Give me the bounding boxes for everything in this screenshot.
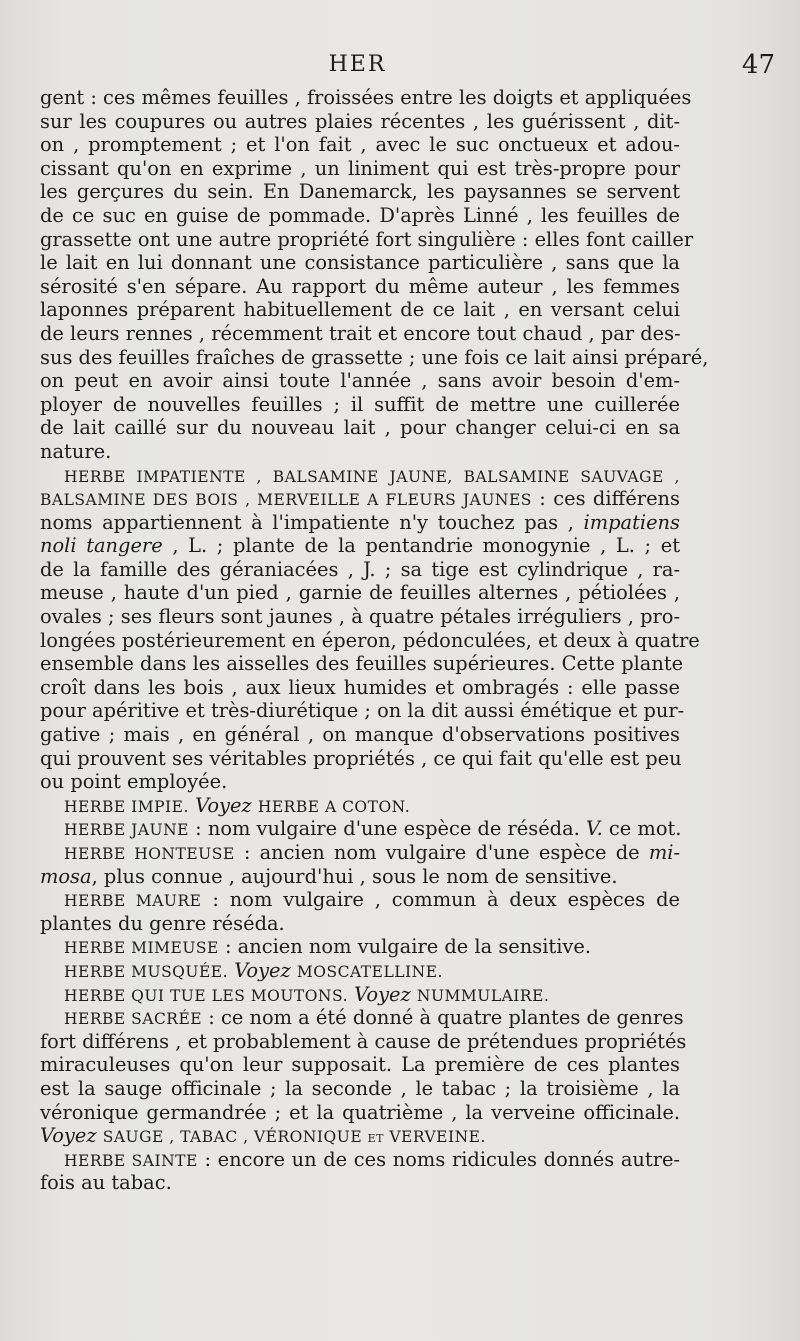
page-number: 47 — [741, 50, 775, 80]
entry-term: HERBE MUSQUÉE. — [64, 962, 229, 981]
latin-name: mosa — [40, 864, 92, 888]
text-line: ensemble dans les aisselles des feuilles supérieures. Cette plante — [40, 652, 684, 676]
entry-musquee — [40, 959, 680, 983]
entry-impie — [40, 794, 680, 818]
text-line: de leurs rennes , récemment trait et encore tout chaud , par des- — [40, 321, 681, 345]
text-line: de ce suc en guise de pommade. D'après Linné , les feuilles de — [40, 203, 680, 227]
entry-text: : nom vulgaire , commun à deux espèces de — [201, 888, 680, 912]
text-line: pour apéritive et très-diurétique ; on la dit aussi émétique et pur- — [40, 699, 685, 723]
text-line: gative ; mais , en général , on manque d'observations positives — [40, 723, 680, 747]
text-line: cissant qu'on en exprime , un liniment qui est très-propre pour — [40, 156, 680, 180]
text-line: grassette ont une autre propriété fort singulière : elles font cailler — [40, 227, 694, 251]
text-line: de la famille des géraniacées , J. ; sa tige est cylindrique , ra- — [40, 557, 680, 581]
text-line: miraculeuses qu'on leur supposait. La première de ces plantes — [40, 1053, 680, 1077]
text-line: meuse , haute d'un pied , garnie de feuilles alternes , pétiolées , — [40, 581, 680, 605]
text-line: ou point employée. — [40, 770, 228, 794]
text-line: on peut en avoir ainsi toute l'année , sans avoir besoin d'em- — [40, 369, 680, 393]
body-text — [40, 86, 709, 1195]
entry-text: : nom vulgaire d'une espèce de réséda. — [188, 817, 586, 841]
entry-text: : ancien nom vulgaire d'une espèce de — [234, 841, 649, 864]
see-reference: Voyez — [195, 793, 252, 817]
entry-honteuse — [40, 865, 680, 889]
text-line: sérosité s'en sépare. Au rapport du même auteur , les femmes — [40, 274, 680, 298]
entry-term: HERBE HONTEUSE — [64, 845, 235, 863]
entry-term: HERBE JAUNE — [64, 821, 189, 840]
entry-honteuse — [40, 841, 680, 865]
cross-reference: SAUGE , TABAC , VÉRONIQUE et VERVEINE. — [102, 1128, 486, 1147]
entry-sacree — [40, 1006, 684, 1030]
entry-text: noms appartiennent à l'impatiente n'y touchez pas , — [40, 510, 584, 534]
text-line: croît dans les bois , aux lieux humides et ombragés : elle passe — [40, 675, 680, 699]
entry-impatiente-line — [40, 464, 680, 488]
text-line: fort différens , et probablement à cause de prétendues propriétés — [40, 1029, 687, 1053]
text-line: sur les coupures ou autres plaies récentes , les guérissent , dit- — [40, 109, 680, 133]
text-line: ployer de nouvelles feuilles ; il suffit de mettre une cuillerée — [40, 392, 680, 416]
text-line: gent : ces mêmes feuilles , froissées entre les doigts et appliquées — [40, 86, 692, 109]
entry-term: HERBE QUI TUE LES MOUTONS. — [64, 986, 348, 1005]
latin-name: noli tangere — [40, 534, 163, 558]
see-reference: Voyez — [354, 982, 411, 1006]
entry-text: , L. ; plante de la pentandrie monogynie , L. ; et — [162, 534, 680, 558]
cross-reference: NUMMULAIRE. — [416, 986, 550, 1005]
entry-sainte: fois au tabac. — [40, 1171, 172, 1195]
text-line: nature. — [40, 439, 112, 463]
entry-text: ce mot. — [602, 817, 682, 841]
entry-text: , plus connue , aujourd'hui , sous le nom de sensitive. — [91, 864, 618, 888]
entry-maure: plantes du genre réséda. — [40, 911, 285, 935]
entry-term: HERBE IMPATIENTE , BALSAMINE JAUNE, BALSAMINE SAUVAGE , — [64, 467, 680, 486]
page-header — [40, 50, 775, 84]
see-reference: V. — [585, 817, 603, 841]
latin-name: mi- — [648, 841, 681, 864]
entry-text: : ces différens — [531, 487, 680, 511]
entry-moutons — [40, 983, 680, 1007]
entry-term: HERBE SACRÉE — [64, 1010, 203, 1029]
text-line: laponnes préparent habituellement de ce lait , en versant celui — [40, 298, 680, 322]
entry-text: : ancien nom vulgaire de la sensitive. — [218, 935, 591, 959]
entry-mimeuse — [40, 935, 680, 959]
text-line: véronique germandrée ; et la quatrième , la verveine officinale. — [40, 1100, 680, 1124]
cross-reference: MOSCATELLINE. — [296, 962, 443, 981]
see-reference: Voyez — [234, 958, 291, 982]
entry-text: : ce nom a été donné à quatre plantes de genres — [202, 1006, 684, 1030]
entry-term: HERBE SAINTE — [64, 1151, 198, 1170]
latin-name: impatiens — [583, 510, 680, 534]
see-reference: Voyez — [40, 1124, 97, 1148]
text-line: de lait caillé sur du nouveau lait , pour changer celui-ci en sa — [40, 416, 680, 440]
running-head: HER — [328, 52, 387, 77]
text-line: qui prouvent ses véritables propriétés , ce qui fait qu'elle est peu — [40, 746, 682, 770]
entry-term: BALSAMINE DES BOIS , MERVEILLE A FLEURS JAUNES — [40, 491, 532, 510]
text-line: longées postérieurement en éperon, pédonculées, et deux à quatre — [40, 628, 700, 652]
text-line: est la sauge officinale ; la seconde , le tabac ; la troisième , la — [40, 1076, 680, 1100]
entry-impatiente-line — [40, 534, 680, 558]
text-line: le lait en lui donnant une consistance particulière , sans que la — [40, 251, 680, 275]
entry-sainte — [40, 1148, 680, 1172]
entry-text: : encore un de ces noms ridicules donnés autre- — [197, 1147, 680, 1171]
text-line: les gerçures du sein. En Danemarck, les paysannes se servent — [40, 180, 680, 204]
entry-term: HERBE MAURE — [64, 892, 202, 911]
entry-sacree — [40, 1124, 680, 1148]
entry-impatiente-line — [40, 511, 680, 535]
text-line: sus des feuilles fraîches de grassette ; une fois ce lait ainsi préparé, — [40, 345, 709, 369]
entry-term: HERBE IMPIE. — [64, 797, 189, 816]
entry-jaune — [40, 817, 680, 841]
entry-impatiente-line — [40, 487, 680, 511]
cross-reference: HERBE A COTON. — [257, 797, 411, 816]
entry-term: HERBE MIMEUSE — [64, 939, 219, 958]
text-line: ovales ; ses fleurs sont jaunes , à quatre pétales irréguliers , pro- — [40, 605, 680, 629]
text-line: on , promptement ; et l'on fait , avec le suc onctueux et adou- — [40, 133, 680, 157]
entry-maure — [40, 888, 680, 912]
